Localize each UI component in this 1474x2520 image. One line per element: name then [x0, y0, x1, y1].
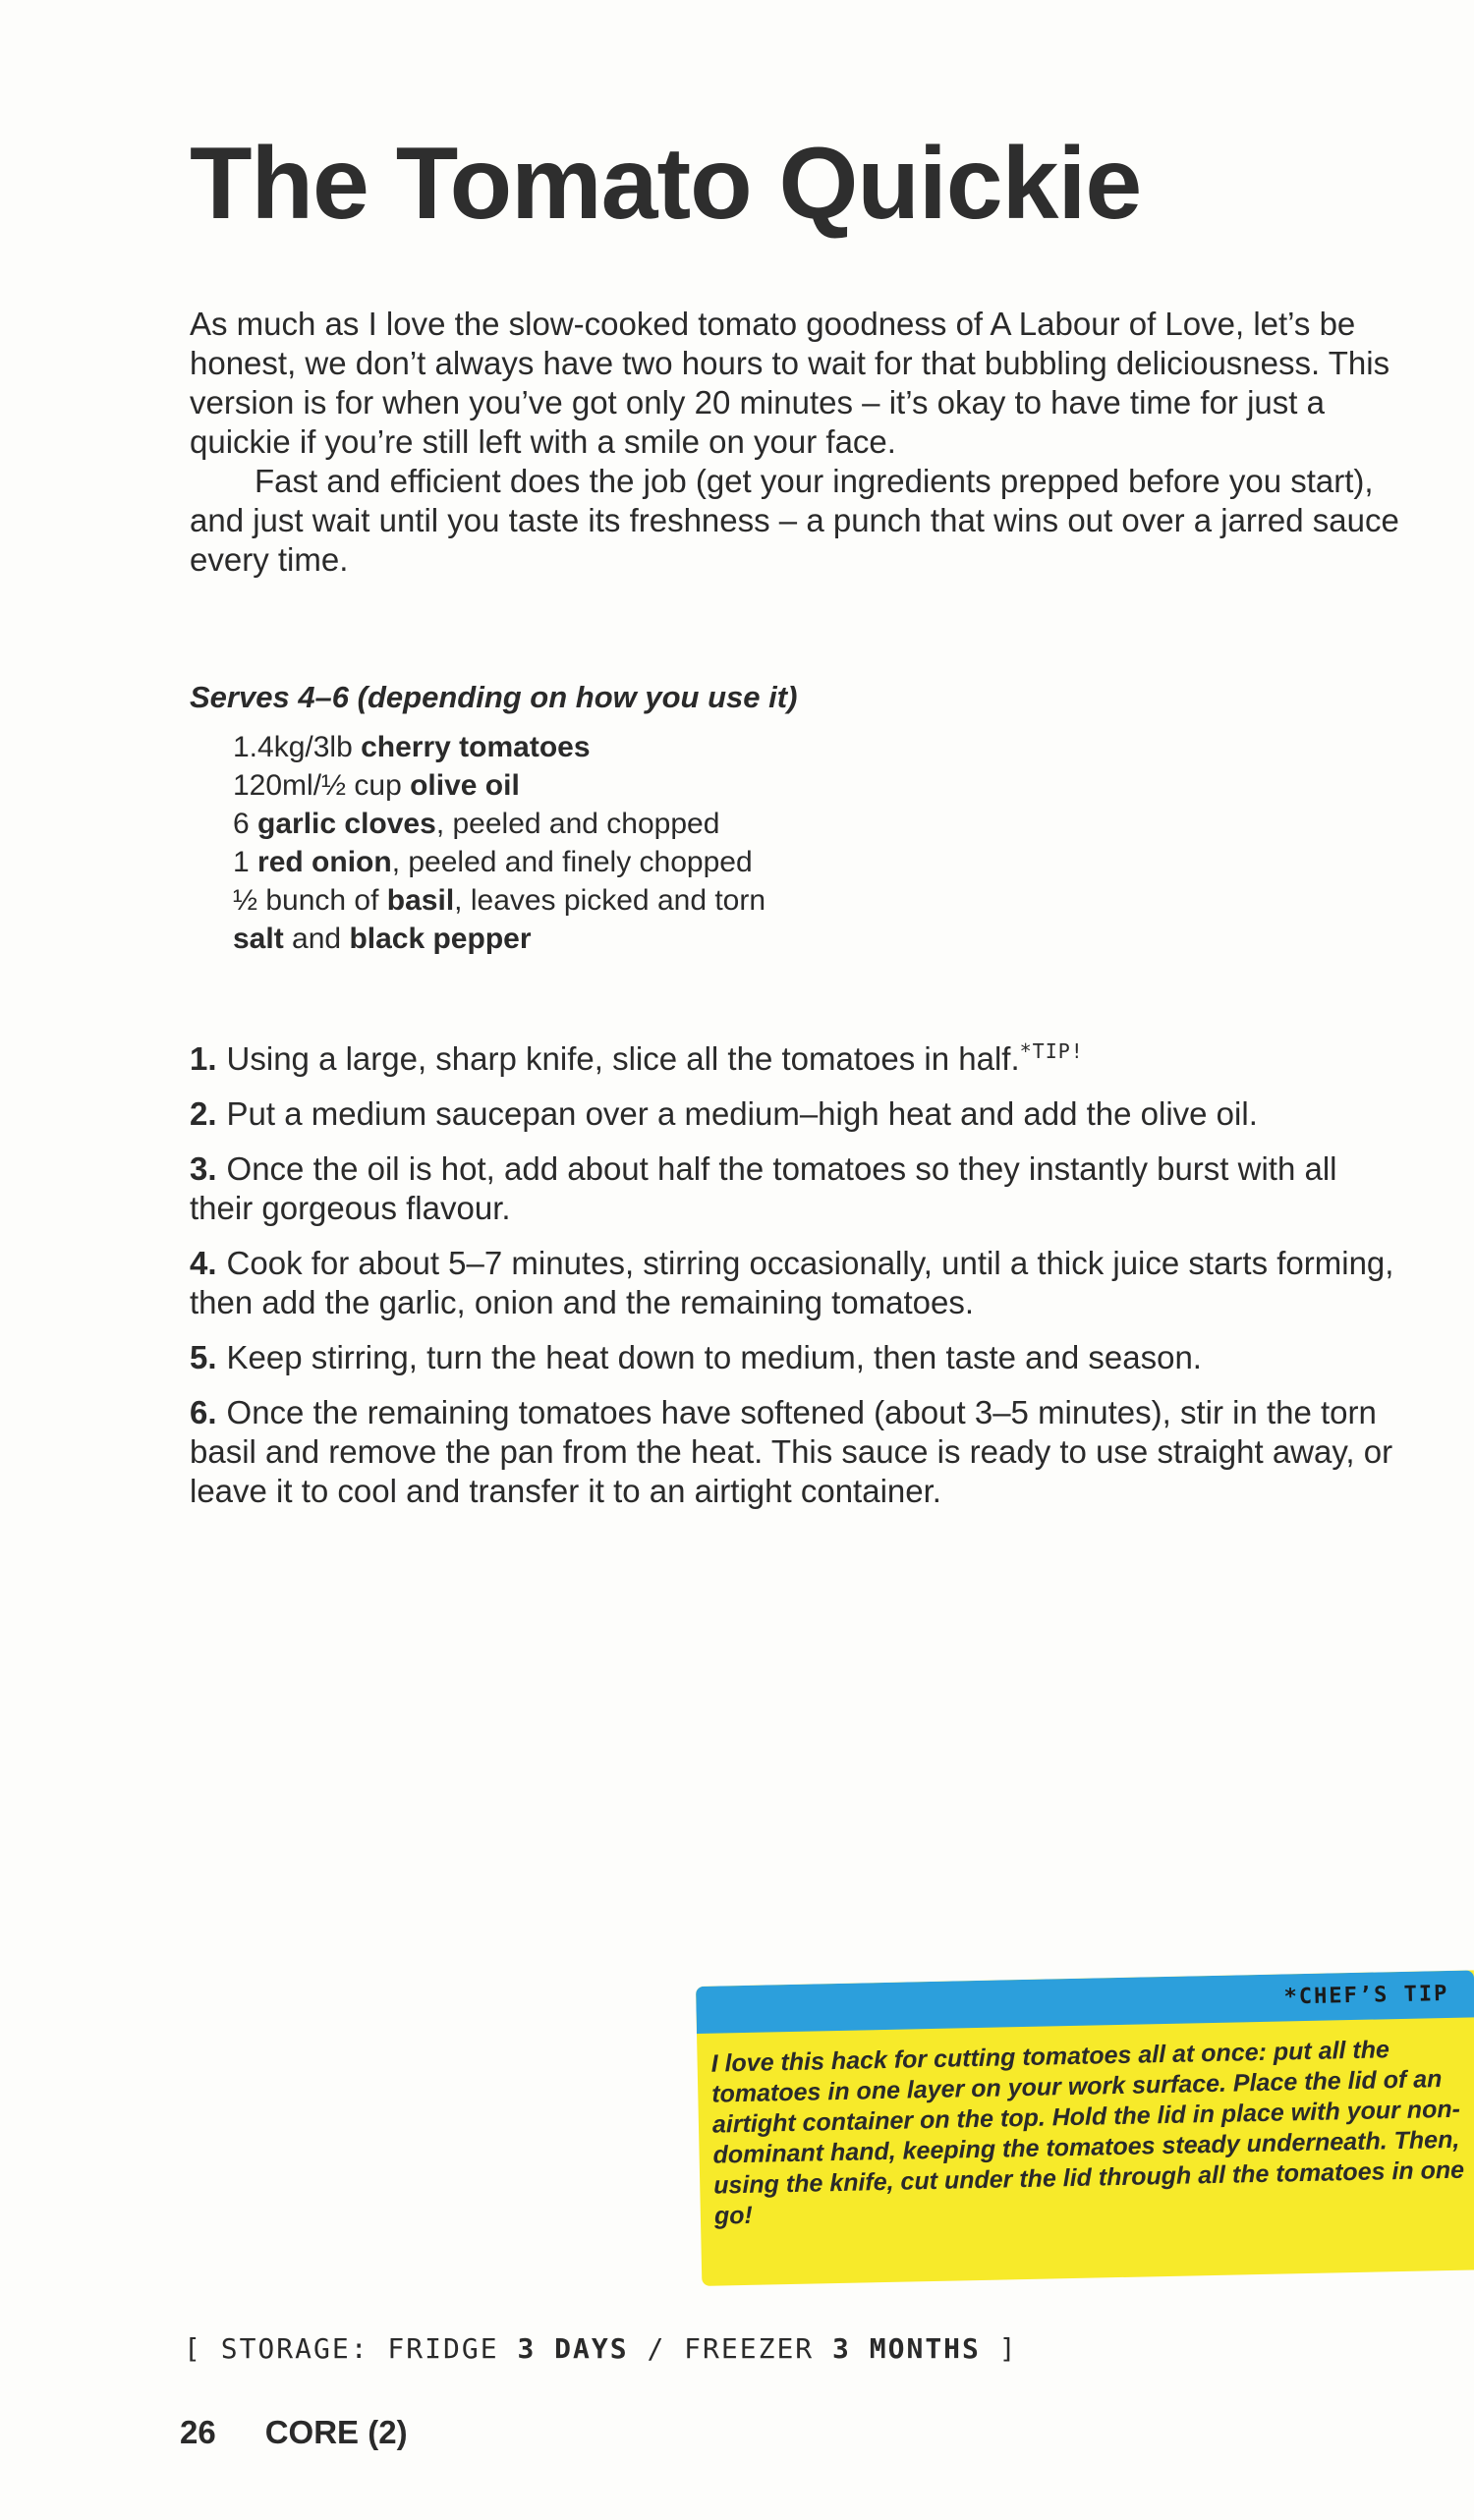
- ingredient-item: 6 garlic cloves, peeled and chopped: [233, 808, 720, 840]
- chefs-tip-box: [696, 1970, 1474, 2286]
- ingredient-item: 1 red onion, peeled and finely chopped: [233, 846, 753, 878]
- page-title: The Tomato Quickie: [190, 127, 1142, 241]
- intro-paragraph-2: Fast and efficient does the job (get your ingredients prepped before you start), and just wait until you taste its freshness – a punch that wins out over a jarred sauce every time.: [190, 463, 1399, 578]
- method-steps: [190, 1032, 1408, 1527]
- storage-info: [ STORAGE: FRIDGE 3 DAYS / FREEZER 3 MONTHS ]: [184, 2332, 1018, 2365]
- ingredient-item: 1.4kg/3lb cherry tomatoes: [233, 731, 591, 763]
- page-footer: [180, 2414, 457, 2451]
- chefs-tip-heading: *CHEF’S TIP: [696, 1970, 1474, 2034]
- ingredient-item: 120ml/½ cup olive oil: [233, 769, 520, 802]
- ingredient-list: [233, 728, 765, 958]
- method-step: 1. Using a large, sharp knife, slice all the tomatoes in half.$^{*TIP!}$: [190, 1039, 1084, 1077]
- method-step: 2. Put a medium saucepan over a medium–high heat and add the olive oil.: [190, 1095, 1258, 1132]
- intro-paragraph-1: As much as I love the slow-cooked tomato goodness of A Labour of Love, let’s be honest, we don’t always have two hours to wait for that bubbling deliciousness. This version is for when you’ve got only 20 minutes – it’s okay to have time for just a quickie if you’re still left with a smile on your face.: [190, 306, 1390, 460]
- method-step: 3. Once the oil is hot, add about half the tomatoes so they instantly burst with all their gorgeous flavour.: [190, 1150, 1337, 1226]
- chefs-tip-body: I love this hack for cutting tomatoes all at once: put all the tomatoes in one layer on your work surface. Place the lid of an airtight container on the top. Hold the lid in place with your non-dominant hand, keeping the tomatoes steady underneath. Then, using the knife, cut under the lid through all the tomatoes in one go!: [710, 2036, 1465, 2230]
- method-step: 5. Keep stirring, turn the heat down to medium, then taste and season.: [190, 1339, 1202, 1375]
- section-label: CORE (2): [264, 2414, 408, 2450]
- ingredient-item: salt and black pepper: [233, 923, 532, 955]
- ingredient-item: ½ bunch of basil, leaves picked and torn: [233, 884, 766, 917]
- tip-reference: *TIP!: [1019, 1039, 1084, 1063]
- method-step: 6. Once the remaining tomatoes have softened (about 3–5 minutes), stir in the torn basil and remove the pan from the heat. This sauce is ready to use straight away, or leave it to cool and transfer it to an airtight container.: [190, 1394, 1393, 1509]
- serves-heading: Serves 4–6 (depending on how you use it): [190, 680, 798, 714]
- page-number: 26: [180, 2414, 216, 2450]
- intro: [190, 305, 1408, 580]
- method-step: 4. Cook for about 5–7 minutes, stirring occasionally, until a thick juice starts forming, then add the garlic, onion and the remaining tomatoes.: [190, 1245, 1394, 1320]
